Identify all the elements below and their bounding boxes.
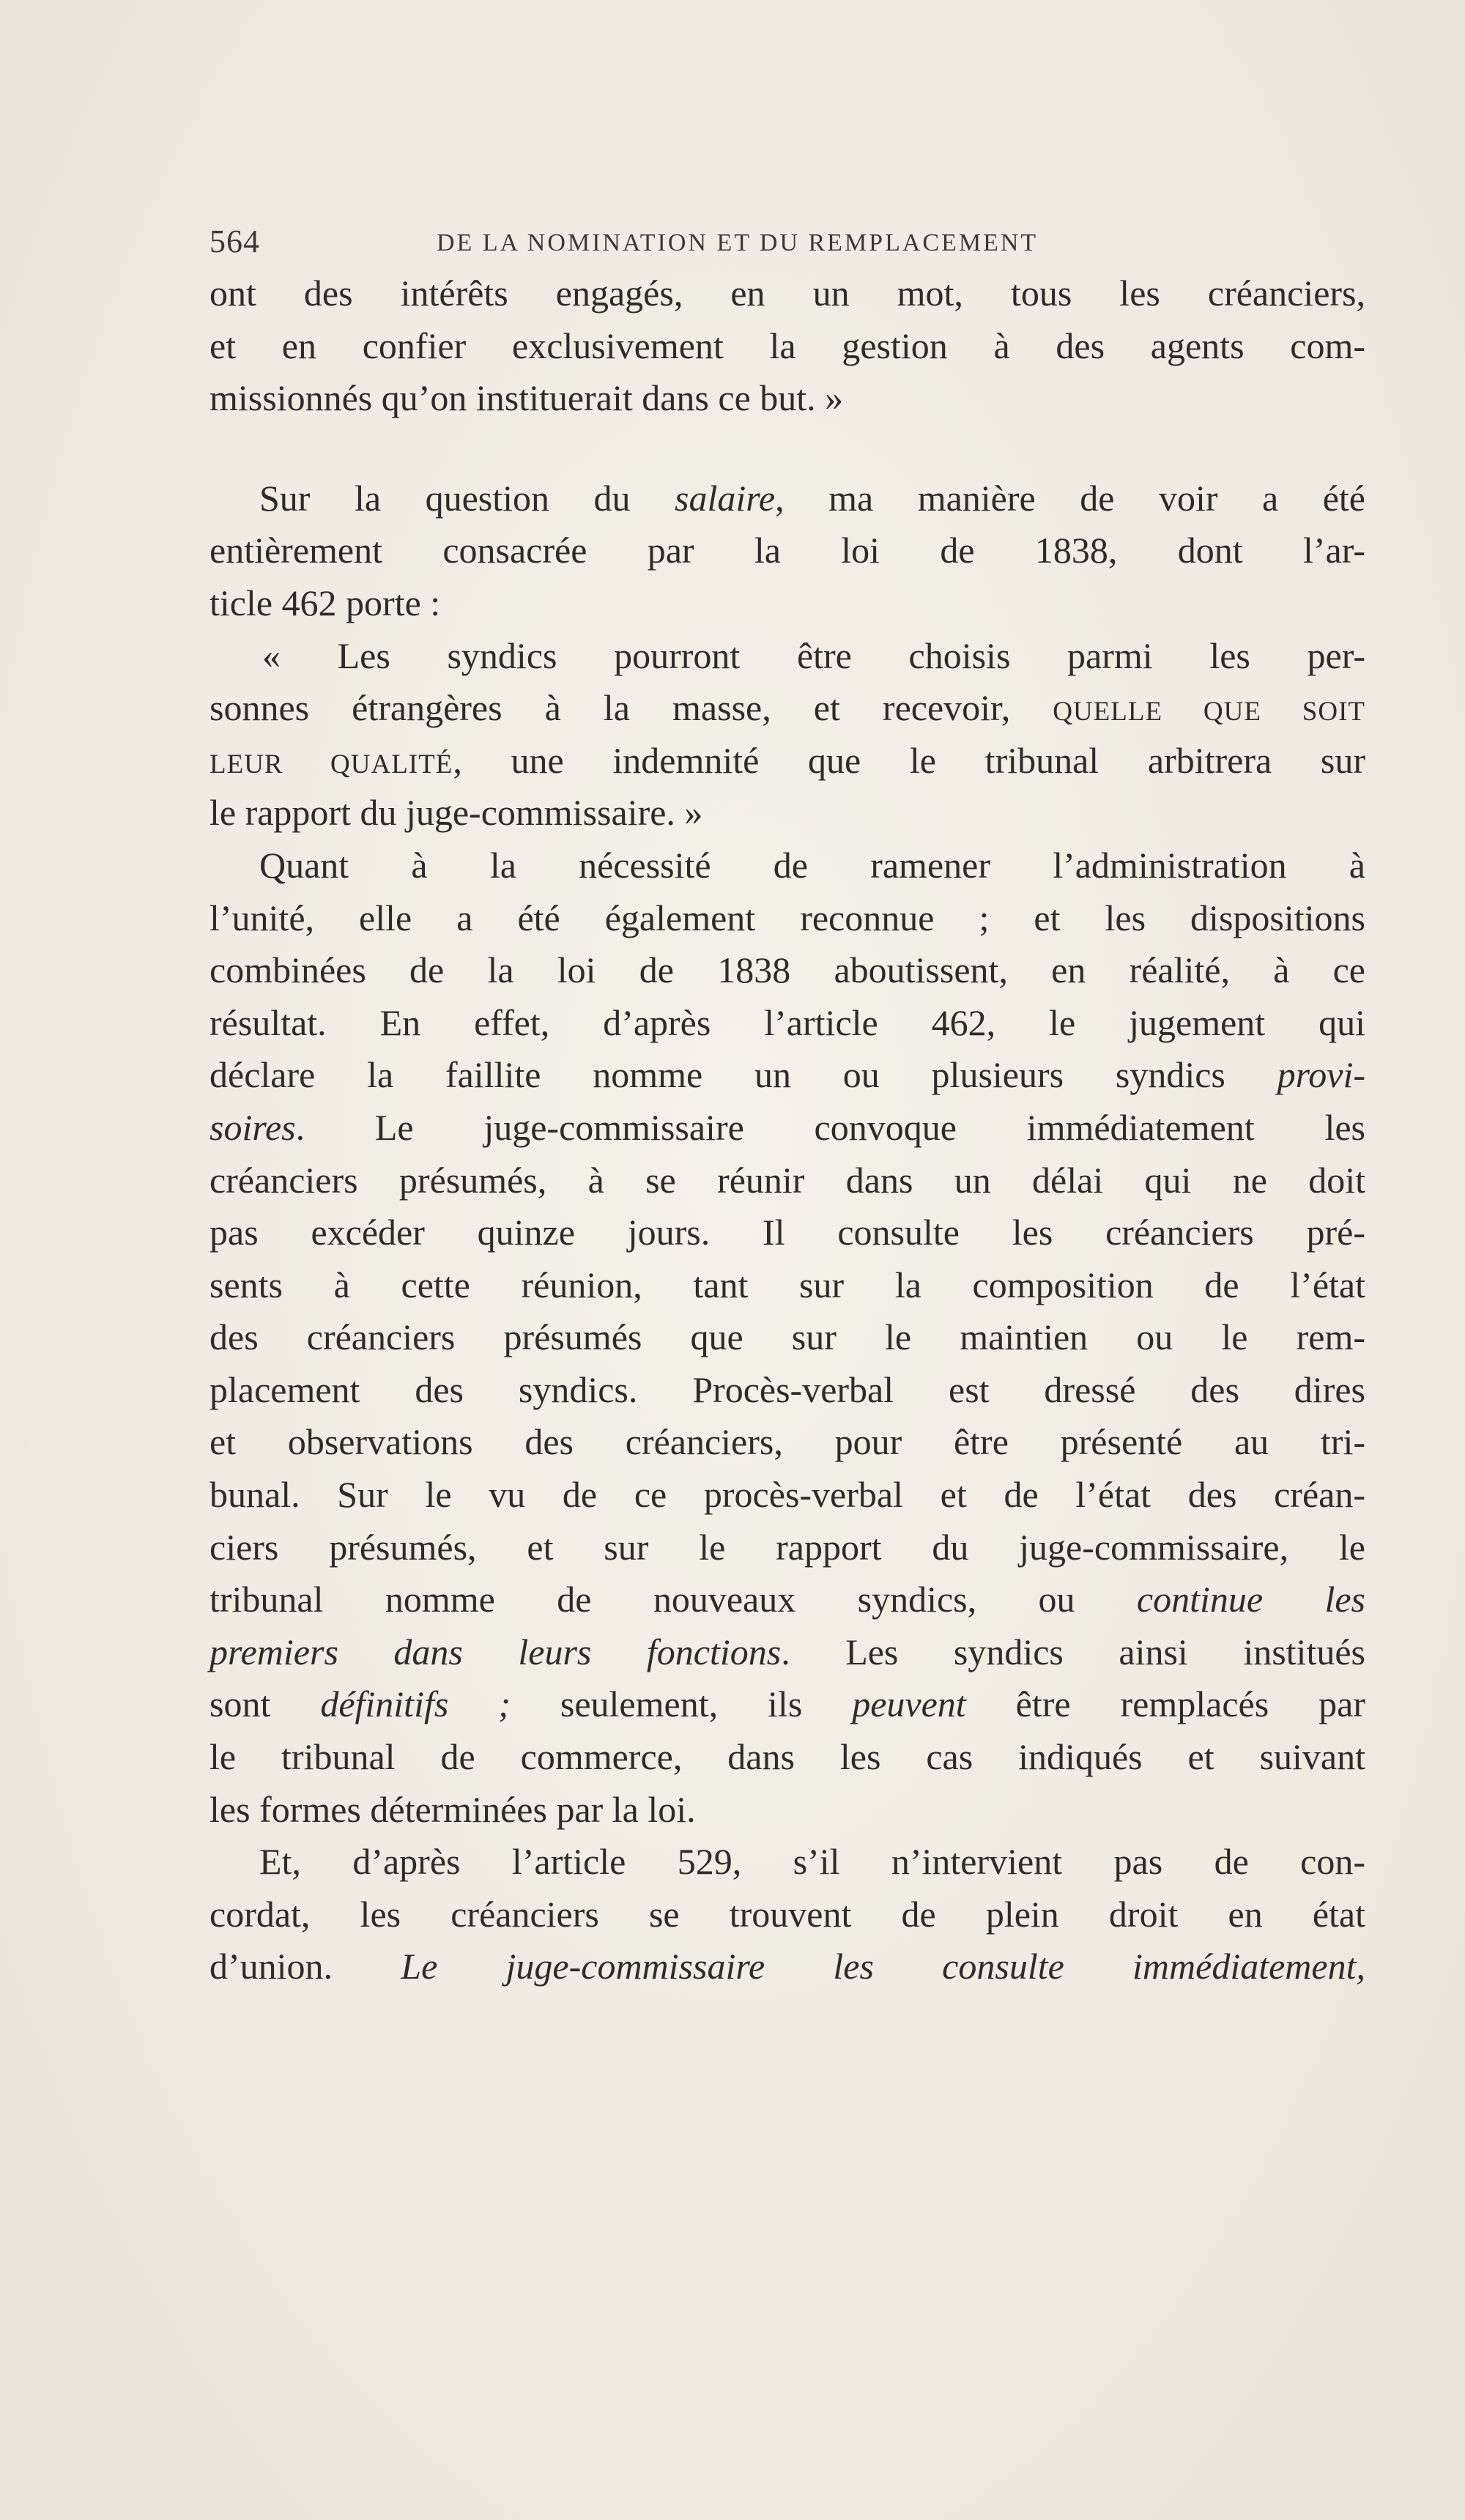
text-line — [209, 1207, 1365, 1259]
text-segment: être remplacés par — [965, 1683, 1365, 1725]
italic-text: premiers dans leurs fonctions — [209, 1631, 782, 1672]
text-line — [209, 787, 1365, 840]
small-caps-text: QUELLE QUE SOIT — [1053, 697, 1365, 727]
text-segment: créanciers présumés, à se réunir dans un délai qui ne doit — [209, 1159, 1365, 1201]
text-segment: sonnes étrangères à la masse, et recevoir, — [209, 687, 1053, 729]
italic-text: peuvent — [852, 1683, 966, 1725]
text-segment: les formes déterminées par la loi. — [209, 1788, 696, 1830]
text-line — [209, 997, 1365, 1050]
italic-text: soires — [209, 1106, 296, 1148]
text-segment: cordat, les créanciers se trouvent de plein droit en état — [209, 1893, 1365, 1935]
text-line — [209, 320, 1365, 373]
page-number: 564 — [209, 223, 260, 259]
text-line — [209, 1049, 1365, 1102]
text-line — [209, 1941, 1365, 1993]
text-line — [209, 267, 1365, 320]
text-line — [209, 1102, 1365, 1155]
text-line — [209, 577, 1365, 630]
text-line — [209, 1836, 1365, 1889]
text-segment: . Les syndics ainsi institués — [781, 1631, 1365, 1672]
text-line — [209, 1311, 1365, 1364]
text-line — [209, 1626, 1365, 1679]
page-header — [209, 223, 1147, 260]
text-line — [209, 840, 1365, 892]
text-segment: sont — [209, 1683, 321, 1725]
text-segment: pas excéder quinze jours. Il consulte les créanciers pré- — [209, 1212, 1365, 1253]
text-line — [209, 892, 1365, 945]
body-text — [209, 267, 1365, 1993]
text-segment: ciers présumés, et sur le rapport du juge-commissaire, le — [209, 1526, 1365, 1568]
text-line — [209, 1469, 1365, 1522]
text-line — [209, 630, 1365, 683]
italic-text: définitifs ; — [320, 1683, 511, 1725]
text-segment: déclare la faillite nomme un ou plusieurs syndics — [209, 1054, 1277, 1096]
text-line — [209, 1522, 1365, 1574]
italic-text: continue les — [1136, 1579, 1365, 1620]
italic-text: salaire — [675, 477, 776, 519]
text-line — [209, 735, 1365, 788]
text-line — [209, 944, 1365, 997]
text-line — [209, 1259, 1365, 1312]
text-line — [209, 1155, 1365, 1207]
text-segment: , ma manière de voir a été — [775, 477, 1365, 519]
text-segment: combinées de la loi de 1838 aboutissent, en réalité, à ce — [209, 949, 1365, 991]
text-segment: ticle 462 porte : — [209, 582, 441, 623]
text-line — [209, 1574, 1365, 1626]
text-line — [209, 1784, 1365, 1837]
text-segment: Sur la question du — [259, 477, 675, 519]
text-segment: . Le juge-commissaire convoque immédiatement les — [295, 1106, 1365, 1148]
running-title: DE LA NOMINATION ET DU REMPLACEMENT — [437, 229, 1039, 256]
italic-text: Le juge-commissaire les consulte immédiatement, — [401, 1946, 1365, 1987]
text-segment: « Les syndics pourront être choisis parmi les per- — [262, 634, 1365, 676]
italic-text: provi- — [1277, 1054, 1365, 1096]
text-segment: l’unité, elle a été également reconnue ; et les dispositions — [209, 897, 1365, 938]
text-segment: sents à cette réunion, tant sur la composition de l’état — [209, 1264, 1365, 1305]
text-segment: le tribunal de commerce, dans les cas indiqués et suivant — [209, 1736, 1365, 1778]
text-segment: missionnés qu’on instituerait dans ce but. » — [209, 377, 844, 419]
text-segment: le rapport du juge-commissaire. » — [209, 792, 703, 834]
text-segment: entièrement consacrée par la loi de 1838, dont l’ar- — [209, 530, 1365, 571]
text-segment: tribunal nomme de nouveaux syndics, ou — [209, 1579, 1137, 1620]
text-line — [209, 1889, 1365, 1941]
small-caps-text: LEUR QUALITÉ — [209, 749, 453, 779]
text-segment: ont des intérêts engagés, en un mot, tous les créanciers, — [209, 273, 1365, 314]
text-line — [209, 472, 1365, 525]
text-line — [209, 525, 1365, 577]
text-line — [209, 1678, 1365, 1731]
text-segment: Quant à la nécessité de ramener l’administration à — [259, 844, 1365, 886]
text-line — [209, 1416, 1365, 1469]
text-line — [209, 372, 1365, 425]
text-segment: seulement, ils — [510, 1683, 853, 1725]
text-segment: , une indemnité que le tribunal arbitrera sur — [453, 739, 1365, 781]
paragraph-gap — [209, 425, 1365, 472]
text-segment: Et, d’après l’article 529, s’il n’intervient pas de con- — [259, 1841, 1365, 1883]
text-line — [209, 682, 1365, 735]
text-line — [209, 1731, 1365, 1784]
text-segment: et en confier exclusivement la gestion à des agents com- — [209, 325, 1365, 366]
text-segment: des créanciers présumés que sur le maintien ou le rem- — [209, 1316, 1365, 1358]
text-segment: résultat. En effet, d’après l’article 462, le jugement qui — [209, 1001, 1365, 1043]
text-segment: bunal. Sur le vu de ce procès-verbal et de l’état des créan- — [209, 1474, 1365, 1516]
text-segment: placement des syndics. Procès-verbal est dressé des dires — [209, 1368, 1365, 1410]
text-segment: et observations des créanciers, pour être présenté au tri- — [209, 1421, 1365, 1463]
text-segment: d’union. — [209, 1946, 401, 1987]
text-line — [209, 1364, 1365, 1417]
